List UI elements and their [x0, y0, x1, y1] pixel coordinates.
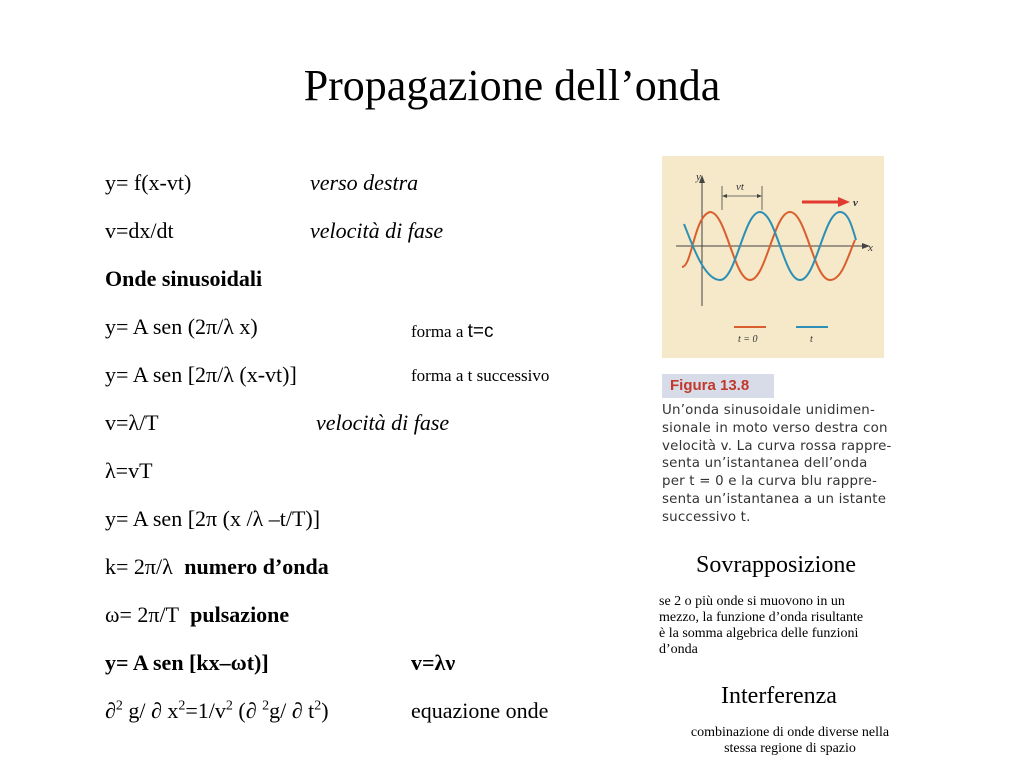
equation: k= 2π/λ	[105, 554, 173, 579]
text-line: combinazione di onde diverse nella	[690, 725, 890, 740]
sovrapposizione-heading: Sovrapposizione	[696, 552, 856, 578]
annotation	[411, 317, 494, 343]
equation-line-12	[105, 698, 549, 724]
annotation: v=λν	[411, 650, 456, 675]
wave-figure	[662, 156, 884, 358]
annotation: verso destra	[310, 170, 419, 195]
eq-part: )	[321, 698, 329, 723]
equation: y= A sen [kx–ωt)]	[105, 650, 269, 675]
annotation: equazione onde	[411, 698, 549, 723]
annotation: pulsazione	[190, 602, 290, 627]
equation: v=λ/T	[105, 410, 159, 435]
annotation: velocità di fase	[310, 218, 444, 243]
caption-line: Un’onda sinusoidale unidimen-	[662, 403, 875, 418]
figure-label: Figura 13.8	[662, 374, 774, 398]
interferenza-text	[660, 725, 920, 757]
eq-part: =1/v	[185, 698, 226, 723]
eq-sup: 2	[178, 698, 186, 714]
eq-sup: 2	[314, 698, 322, 714]
equation-line-2	[105, 218, 444, 244]
text-line: d’onda	[659, 642, 698, 657]
equation: y= A sen [2π/λ (x-vt)]	[105, 362, 297, 387]
x-axis-label: x	[868, 242, 873, 254]
vt-arrow-right-icon	[757, 194, 762, 198]
slide-title: Propagazione dell’onda	[303, 61, 721, 110]
velocity-arrow-icon	[838, 197, 850, 207]
legend-red-label: t = 0	[738, 334, 758, 345]
equation-line-5	[105, 362, 550, 388]
y-axis-label: y	[696, 171, 701, 183]
figure-caption	[662, 402, 892, 527]
text-line: stessa regione di spazio	[724, 741, 856, 756]
wave-diagram	[662, 156, 884, 358]
equation: ω= 2π/T	[105, 602, 179, 627]
equation-line-9	[105, 554, 329, 580]
velocity-label: v	[853, 197, 858, 209]
caption-line: senta un’istantanea a un istante	[662, 491, 887, 507]
caption-line: successivo t.	[662, 509, 751, 525]
equation-line-10	[105, 602, 289, 628]
equation: y= A sen (2π/λ x)	[105, 314, 258, 339]
text-line: se 2 o più onde si muovono in un	[659, 594, 845, 609]
eq-sup: 2	[115, 698, 123, 714]
equation	[105, 698, 329, 723]
equation-line-7: λ=vT	[105, 458, 153, 483]
caption-line: sionale in moto verso destra con	[662, 420, 888, 436]
annotation: forma a t successivo	[411, 366, 550, 385]
equation: v=dx/dt	[105, 218, 174, 243]
equation-line-8: y= A sen [2π (x /λ –t/T)]	[105, 506, 321, 531]
equation-line-6	[105, 410, 450, 436]
annotation-text: forma a	[411, 322, 468, 341]
sovrapposizione-text	[659, 594, 929, 658]
legend-blue-label: t	[810, 334, 813, 345]
eq-sup: 2	[225, 698, 233, 714]
section-heading: Onde sinusoidali	[105, 266, 263, 291]
vt-arrow-left-icon	[722, 194, 727, 198]
eq-sup: 2	[262, 698, 270, 714]
text-line: mezzo, la funzione d’onda risultante	[659, 610, 864, 625]
eq-part: ∂	[105, 698, 116, 723]
eq-part: (∂	[232, 698, 263, 723]
interferenza-heading: Interferenza	[721, 683, 837, 709]
eq-part: g/ ∂ x	[122, 698, 179, 723]
vt-label: vt	[736, 181, 744, 193]
annotation: numero d’onda	[184, 554, 329, 579]
caption-line: velocità v. La curva rossa rappre-	[662, 438, 892, 454]
caption-line: senta un’istantanea dell’onda	[662, 456, 868, 472]
equation: y= f(x-vt)	[105, 170, 192, 195]
equation-line-1	[105, 170, 419, 196]
annotation: velocità di fase	[316, 410, 450, 435]
equation-line-4	[105, 314, 494, 342]
caption-line: per t = 0 e la curva blu rappre-	[662, 474, 878, 490]
equation-line-11	[105, 650, 456, 676]
text-line: è la somma algebrica delle funzioni	[659, 626, 859, 641]
eq-part: g/ ∂ t	[269, 698, 315, 723]
annotation-condition: t=c	[467, 321, 494, 342]
